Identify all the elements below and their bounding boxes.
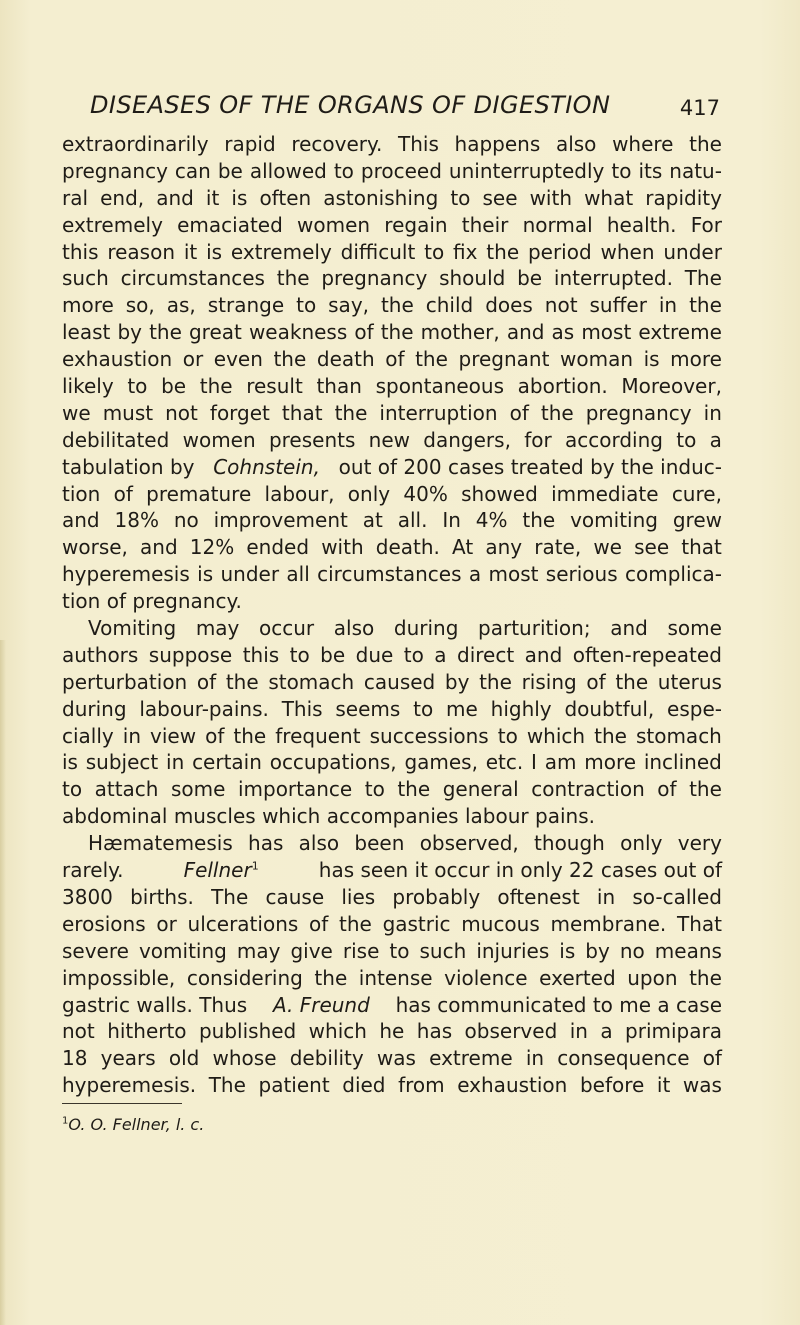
text-line: abdominal muscles which accompanies labour pains. xyxy=(62,804,595,829)
footnote-divider xyxy=(62,1103,182,1104)
text-segment: has seen it occur in only 22 cases out of xyxy=(318,858,722,883)
text-segment: gastric walls. Thus xyxy=(62,992,248,1017)
text-line: exhaustion or even the death of the pregnant woman is more xyxy=(62,347,722,372)
author-name-italic: A. Freund xyxy=(272,992,370,1017)
text-line: this reason it is extremely difficult to fix the period when under xyxy=(62,239,722,264)
text-line: extremely emaciated women regain their normal health. For xyxy=(62,212,722,237)
text-line: authors suppose this to be due to a direct and often-repeated xyxy=(62,642,722,667)
author-name-italic: Cohnstein, xyxy=(213,454,320,479)
text-line: during labour-pains. This seems to me highly doubtful, espe- xyxy=(62,696,722,721)
text-line: ral end, and it is often astonishing to see with what rapidity xyxy=(62,185,722,210)
text-line: Vomiting may occur also during parturition; and some xyxy=(88,616,722,641)
text-line: not hitherto published which he has observed in a primipara xyxy=(62,1019,722,1044)
text-line: is subject in certain occupations, games, etc. I am more inclined xyxy=(62,750,722,775)
text-line: worse, and 12% ended with death. At any rate, we see that xyxy=(62,535,722,560)
text-line: extraordinarily rapid recovery. This happens also where the xyxy=(62,132,722,156)
footnote xyxy=(62,1115,204,1134)
text-line: more so, as, strange to say, the child does not suffer in the xyxy=(62,293,722,318)
text-line: we must not forget that the interruption of the pregnancy in xyxy=(62,400,722,425)
text-line: hyperemesis. The patient died from exhaustion before it was xyxy=(62,1073,722,1098)
text-line: and 18% no improvement at all. In 4% the vomiting grew xyxy=(62,508,722,533)
text-line: tion of pregnancy. xyxy=(62,589,242,614)
running-title: DISEASES OF THE ORGANS OF DIGESTION xyxy=(90,91,611,119)
text-line: erosions or ulcerations of the gastric mucous membrane. That xyxy=(62,911,722,936)
page-number: 417 xyxy=(679,96,720,120)
text-line: to attach some importance to the general contraction of the xyxy=(62,777,722,802)
text-segment: has communicated to me a case xyxy=(395,992,722,1017)
text-line: 18 years old whose debility was extreme in consequence of xyxy=(62,1046,722,1071)
text-line: such circumstances the pregnancy should be interrupted. The xyxy=(62,266,722,291)
text-line xyxy=(62,857,722,884)
text-line: impossible, considering the intense violence exerted upon the xyxy=(62,965,722,990)
text-segment: out of 200 cases treated by the induc- xyxy=(338,454,722,479)
text-line: pregnancy can be allowed to proceed uninterruptedly to its natu- xyxy=(62,158,722,183)
text-line: severe vomiting may give rise to such injuries is by no means xyxy=(62,938,722,963)
text-line: debilitated women presents new dangers, for according to a xyxy=(62,427,722,452)
text-line: cially in view of the frequent successions to which the stomach xyxy=(62,723,722,748)
footnote-marker: 1 xyxy=(251,859,259,873)
page-edge-shadow xyxy=(0,640,6,1325)
running-header xyxy=(90,91,720,131)
footnote-text: O. O. Fellner, l. c. xyxy=(68,1115,205,1134)
text-line: hyperemesis is under all circumstances a most serious complica- xyxy=(62,562,722,587)
text-line: tion of premature labour, only 40% showed immediate cure, xyxy=(62,481,722,506)
author-name-italic: Fellner xyxy=(183,858,252,883)
text-line: 3800 births. The cause lies probably oftenest in so-called xyxy=(62,884,722,909)
text-line: likely to be the result than spontaneous abortion. Moreover, xyxy=(62,374,722,399)
body-text xyxy=(62,131,722,1099)
text-segment: rarely. xyxy=(62,858,124,883)
author-reference xyxy=(184,857,259,884)
text-line xyxy=(62,454,722,481)
text-line: Hæmatemesis has also been observed, though only very xyxy=(88,831,722,856)
text-line: least by the great weakness of the mother, and as most extreme xyxy=(62,320,722,345)
text-line: perturbation of the stomach caused by the rising of the uterus xyxy=(62,669,722,694)
text-segment: tabulation by xyxy=(62,454,195,479)
text-line xyxy=(62,992,722,1019)
footnote-marker: 1 xyxy=(62,1115,69,1127)
